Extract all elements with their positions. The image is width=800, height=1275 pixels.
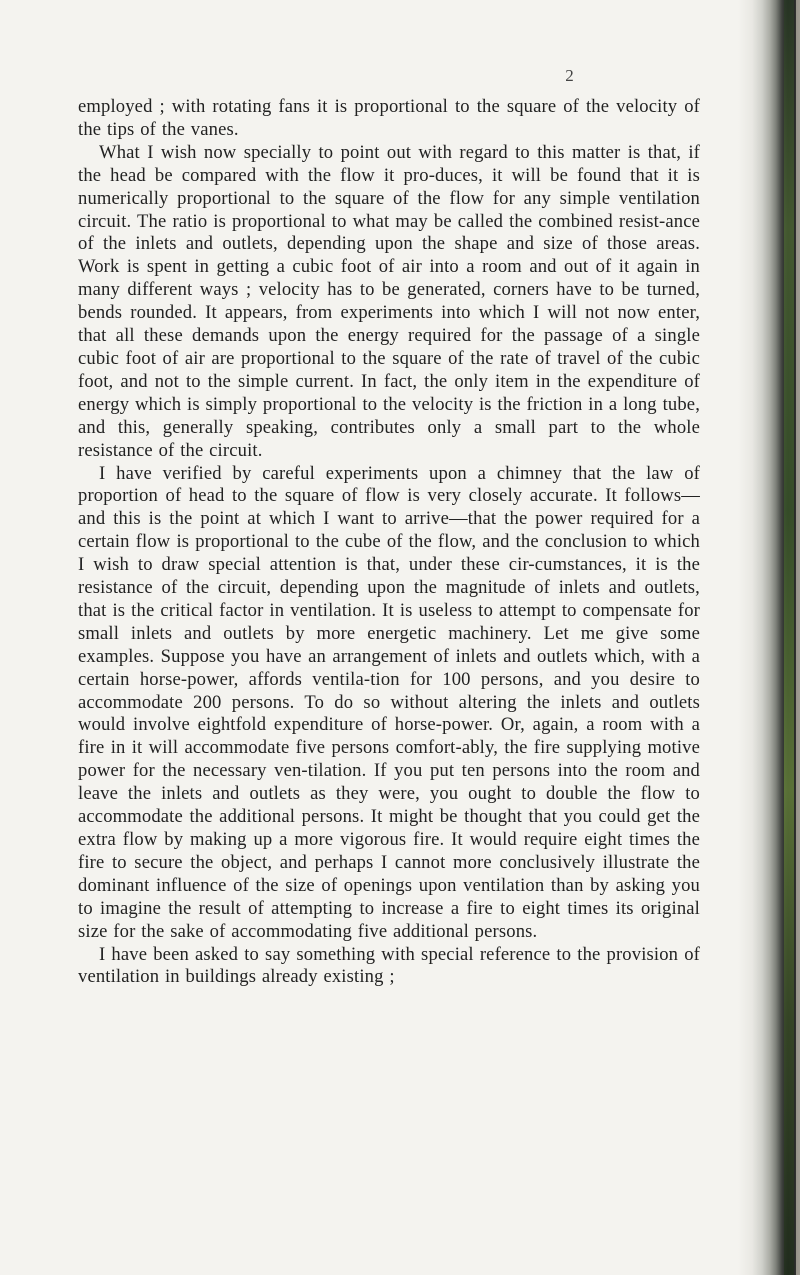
paragraph: employed ; with rotating fans it is proportional to the square of the velocity of the tips of the vanes.	[78, 96, 700, 140]
paragraph: What I wish now specially to point out with regard to this matter is that, if the head be compared with the flow it pro-duces, it will be found that it is numerically proportional to the square of the flow for any simple ventilation circuit. The ratio is proportional to what may be called the combined resist-ance of the inlets and outlets, depending upon the shape and size of those areas. Work is spent in getting a cubic foot of air into a room and out of it again in many different ways ; velocity has to be generated, corners have to be turned, bends rounded. It appears, from experiments into which I will not now enter, that all these demands upon the energy required for the passage of a single cubic foot of air are proportional to the square of the rate of travel of the cubic foot, and not to the simple current. In fact, the only item in the expenditure of energy which is simply proportional to the velocity is the friction in a long tube, and this, generally speaking, contributes only a small part to the whole resistance of the circuit.	[78, 141, 700, 461]
paragraph: I have verified by careful experiments upon a chimney that the law of proportion of head to the square of flow is very closely accurate. It follows—and this is the point at which I want to arrive—that the power required for a certain flow is proportional to the cube of the flow, and the conclusion to which I wish to draw special attention is that, under these cir-cumstances, it is the resistance of the circuit, depending upon the magnitude of inlets and outlets, that is the critical factor in ventilation. It is useless to attempt to compensate for small inlets and outlets by more energetic machinery. Let me give some examples. Suppose you have an arrangement of inlets and outlets which, with a certain horse-power, affords ventila-tion for 100 persons, and you desire to accommodate 200 persons. To do so without altering the inlets and outlets would involve eightfold expenditure of horse-power. Or, again, a room with a fire in it will accommodate five persons comfort-ably, the fire supplying motive power for the necessary ven-tilation. If you put ten persons into the room and leave the inlets and outlets as they were, you ought to double the flow to accommodate the additional persons. It might be thought that you could get the extra flow by making up a more vigorous fire. It would require eight times the fire to secure the object, and perhaps I cannot more conclusively illustrate the dominant influence of the size of openings upon ventilation than by asking you to imagine the result of attempting to increase a fire to eight times its original size for the sake of accommodating five additional persons.	[78, 462, 700, 942]
book-binding-edge	[738, 0, 800, 1275]
binding-band	[784, 0, 794, 1275]
paragraph: I have been asked to say something with special reference to the provision of ventilation in buildings already existing ;	[78, 943, 700, 988]
page-number: 2	[565, 66, 575, 85]
body-text	[78, 96, 700, 989]
binding-outer-edge	[796, 0, 800, 1275]
